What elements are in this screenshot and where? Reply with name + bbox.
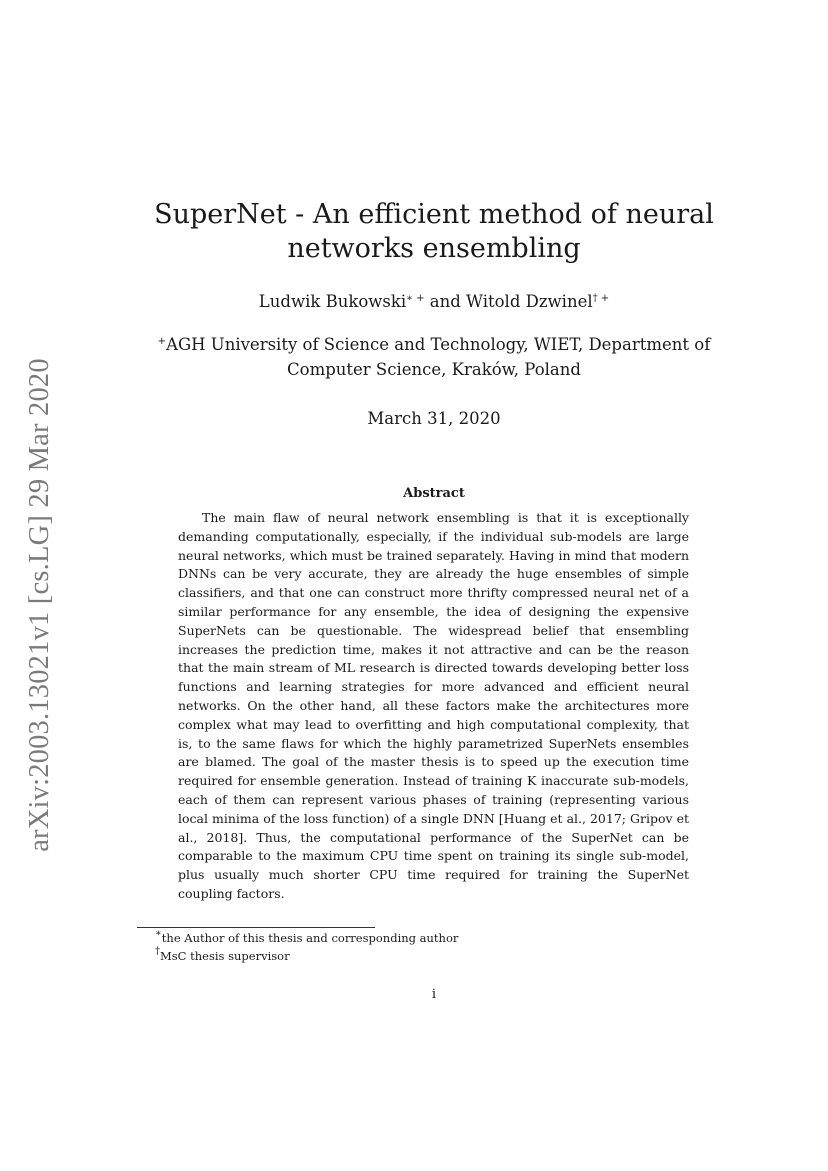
paper-title [100,198,768,266]
title-line-1: SuperNet - An efficient method of neural [154,199,714,230]
author-1-name: Ludwik Bukowski [258,292,407,311]
footnote-1-mark: ∗ [155,928,162,939]
footnote-2 [155,947,655,965]
footnote-1-text: the Author of this thesis and corresponding author [161,931,459,945]
author-list [100,291,768,313]
abstract-heading: Abstract [403,486,465,501]
arxiv-stamp [5,360,75,850]
author-1-marks: ∗ + [406,293,425,304]
abstract-body: The main flaw of neural network ensembling is that it is exceptionally demanding computationally, especially, if the individual sub-models are large neural networks, which must be trained separately. Having in mind that modern DNNs can be very accurate, they are already the huge ensembles of simple classifiers, and that one can construct more thrifty compressed neural net of a similar performance for any ensemble, the idea of designing the expensive SuperNets can be questionable. The widespread belief that ensembling increases the prediction time, makes it not attractive and can be the reason that the main stream of ML research is directed towards developing better loss functions and learning strategies for more advanced and efficient neural networks. On the other hand, all these factors make the architectures more complex what may lead to overfitting and high computational complexity, that is, to the same flaws for which the highly parametrized SuperNets ensembles are blamed. The goal of the master thesis is to speed up the execution time required for ensemble generation. Instead of training K inaccurate sub-models, each of them can represent various phases of training (representing various local minima of the loss function) of a single DNN [Huang et al., 2017; Gripov et al., 2018]. Thus, the computational performance of the SuperNet can be comparable to the maximum CPU time spent on training its single sub-model, plus usually much shorter CPU time required for training the SuperNet coupling factors. [178,510,689,901]
publication-date: March 31, 2020 [367,409,501,428]
title-line-2: networks ensembling [287,233,581,264]
footnote-divider [137,927,375,928]
page-number: i [431,987,437,1002]
footnote-2-text: MsC thesis supervisor [160,949,290,963]
author-connector: and [429,292,461,311]
affiliation-line-2: Computer Science, Kraków, Poland [287,360,581,379]
affiliation [120,332,748,382]
footnote-2-mark: † [155,946,160,957]
arxiv-stamp-text: arXiv:2003.13021v1 [cs.LG] 29 Mar 2020 [24,358,56,852]
footnotes [155,929,655,965]
affiliation-line-1: AGH University of Science and Technology, WIET, Department of [166,335,711,354]
affiliation-mark: + [157,336,167,347]
author-2-name: Witold Dzwinel [466,292,593,311]
author-2-marks: † + [592,293,610,304]
footnote-1 [155,929,655,947]
